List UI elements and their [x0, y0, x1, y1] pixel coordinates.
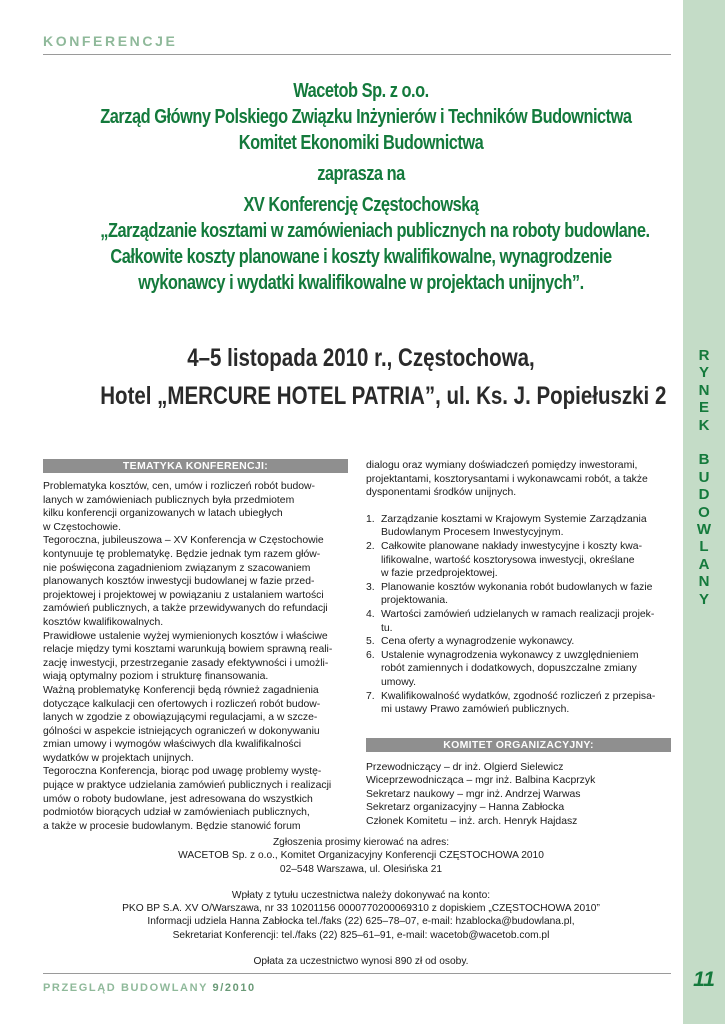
hotel-address: Hotel „MERCURE HOTEL PATRIA”, ul. Ks. J. Popiełuszki 2: [100, 382, 667, 410]
conference-name: XV Konferencję Częstochowską: [243, 194, 479, 216]
footer-divider: [43, 973, 671, 974]
magazine-footer: [43, 982, 256, 994]
committee-member: Wiceprzewodnicząca – mgr inż. Balbina Kacprzyk: [366, 775, 596, 787]
section-label: KONFERENCJE: [43, 33, 178, 49]
page-number: 11: [693, 968, 715, 991]
left-column: [43, 459, 348, 833]
contact-line: 02–548 Warszawa, ul. Olesińska 21: [279, 863, 443, 875]
paragraph: Prawidłowe ustalenie wyżej wymienionych kosztów i właściwe relacje między tymi kosztami warunkują bowiem sprawną reali- zację inwestycji, przestrzeganie zasady efektywności i umożli- wiają optymalny poziom i strukturę finansowania.: [43, 630, 333, 683]
list-item: [366, 690, 671, 717]
list-number: 3.: [366, 581, 375, 593]
payment-line: Wpłaty z tytułu uczestnictwa należy dokonywać na konto:: [231, 889, 491, 901]
info-line: Sekretariat Konferencji: tel./faks (22) 825–61–91, e-mail: wacetob@wacetob.com.pl: [172, 929, 550, 941]
right-column: [366, 459, 671, 829]
paragraph: Tegoroczna Konferencja, biorąc pod uwagę problemy wystę- pujące w praktyce udzielania zamówień publicznych i realizacji umów o roboty budowlane, jest adresowana do wszystkich podmiotów biorących udział w zamówieniach publicznych, a także w procesie budowlanym. Będzie stanowić forum: [43, 766, 332, 832]
contact-line: WACETOB Sp. z o.o., Komitet Organizacyjny Konferencji CZĘSTOCHOWA 2010: [178, 850, 544, 862]
list-item-text: Kwalifikowalność wydatków, zgodność rozliczeń z przepisa- mi ustawy Prawo zamówień publicznych.: [381, 690, 656, 716]
organizer-line: Wacetob Sp. z o.o.: [293, 80, 429, 102]
tematyka-heading: TEMATYKA KONFERENCJI:: [43, 459, 348, 473]
committee-member: Sekretarz naukowy – mgr inż. Andrzej Warwas: [366, 788, 581, 800]
committee-member: Przewodniczący – dr inż. Olgierd Sielewicz: [366, 761, 564, 773]
list-number: 1.: [366, 513, 375, 525]
conference-topic-line: Całkowite koszty planowane i koszty kwalifikowalne, wynagrodzenie: [110, 246, 612, 268]
conference-topic-line: „Zarządzanie kosztami w zamówieniach publicznych na roboty budowlane.: [100, 220, 650, 242]
list-item: [366, 608, 671, 635]
list-number: 7.: [366, 690, 375, 702]
vertical-section-title: R Y N E K B U D O W L A N Y: [696, 347, 712, 608]
payment-line: PKO BP S.A. XV O/Warszawa, nr 33 10201156 0000770200069310 z dopiskiem „CZĘSTOCHOWA 2010”: [122, 903, 600, 915]
invitation-title: [43, 78, 679, 296]
list-number: 5.: [366, 636, 375, 648]
list-item-text: Ustalenie wynagrodzenia wykonawcy z uwzględnieniem robót zamiennych i dodatkowych, dopuszczalne zmiany umowy.: [381, 649, 639, 688]
contact-line: Zgłoszenia prosimy kierować na adres:: [272, 837, 450, 848]
list-item-text: Całkowite planowane nakłady inwestycyjne i koszty kwa- lifikowalne, wartość kosztorysowa inwestycji, określane w fazie przedprojektowej.: [381, 540, 643, 580]
issue-number: 9/2010: [212, 982, 256, 994]
list-item: [366, 540, 671, 581]
list-item-text: Planowanie kosztów wykonania robót budowlanych w fazie projektowania.: [381, 581, 653, 607]
topics-list: [366, 513, 671, 717]
list-number: 4.: [366, 608, 375, 620]
committee-member: Członek Komitetu – inż. arch. Henryk Hajdasz: [366, 816, 578, 828]
list-item-text: Cena oferty a wynagrodzenie wykonawcy.: [381, 636, 575, 648]
organizer-line: Komitet Ekonomiki Budownictwa: [238, 132, 484, 154]
list-number: 6.: [366, 649, 375, 661]
invite-line: zaprasza na: [317, 163, 405, 185]
list-item: [366, 581, 671, 608]
list-item: [366, 513, 671, 540]
paragraph: Tegoroczna, jubileuszowa – XV Konferencja w Częstochowie kontynuuje tę problematykę. Będzie jednak tym razem głów- nie poświęcona zagadnieniom związanym z szacowaniem planowanych kosztów inwestycji budowlanej w fazie przed- projektowej i projektowej w powiązaniu z ustalaniem wartości zamówień publicznych, a także przewidywanych do refundacji kosztów kwalifikowalnych.: [43, 535, 328, 628]
date-location: 4–5 listopada 2010 r., Częstochowa,: [187, 344, 535, 372]
komitet-heading: KOMITET ORGANIZACYJNY:: [366, 738, 671, 752]
paragraph: Problematyka kosztów, cen, umów i rozliczeń robót budow- lanych w zamówieniach publicznych była przedmiotem kilku konferencji organizowanych w latach ubiegłych w Częstochowie.: [43, 481, 316, 533]
magazine-name: PRZEGLĄD BUDOWLANY: [43, 982, 208, 994]
list-number: 2.: [366, 540, 375, 552]
list-item: [366, 635, 671, 649]
paragraph-continuation: dialogu oraz wymiany doświadczeń pomiędzy inwestorami, projektantami, kosztorysantami i wykonawcami robót, a także dysponentami środków unijnych.: [366, 460, 648, 499]
contact-block: [43, 836, 679, 968]
fee-line: Opłata za uczestnictwo wynosi 890 zł od osoby.: [253, 956, 469, 968]
conference-topic-line: wykonawcy i wydatki kwalifikowalne w projektach unijnych”.: [138, 272, 584, 294]
list-item-text: Wartości zamówień udzielanych w ramach realizacji projek- tu.: [381, 608, 655, 634]
committee-member: Sekretarz organizacyjny – Hanna Zabłocka: [366, 802, 565, 814]
paragraph: Ważną problematykę Konferencji będą również zagadnienia dotyczące kalkulacji cen ofertowych i rozliczeń robót budow- lanych w zgodzie z obowiązującymi regulacjami, a w szcze- gólności w aspekcie istniejących ograniczeń w dokonywaniu zmian umowy i wymogów właściwych dla kwalifikalności wydatków w projektach unijnych.: [43, 684, 321, 764]
organizer-line: Zarząd Główny Polskiego Związku Inżynierów i Techników Budownictwa: [100, 106, 632, 128]
list-item: [366, 649, 671, 690]
header-divider: [43, 54, 671, 55]
info-line: Informacji udziela Hanna Zabłocka tel./faks (22) 625–78–07, e-mail: hzablocka@budowlana.pl,: [147, 916, 575, 928]
list-item-text: Zarządzanie kosztami w Krajowym Systemie Zarządzania Budowlanym Procesem Inwestycyjnym.: [381, 513, 647, 539]
